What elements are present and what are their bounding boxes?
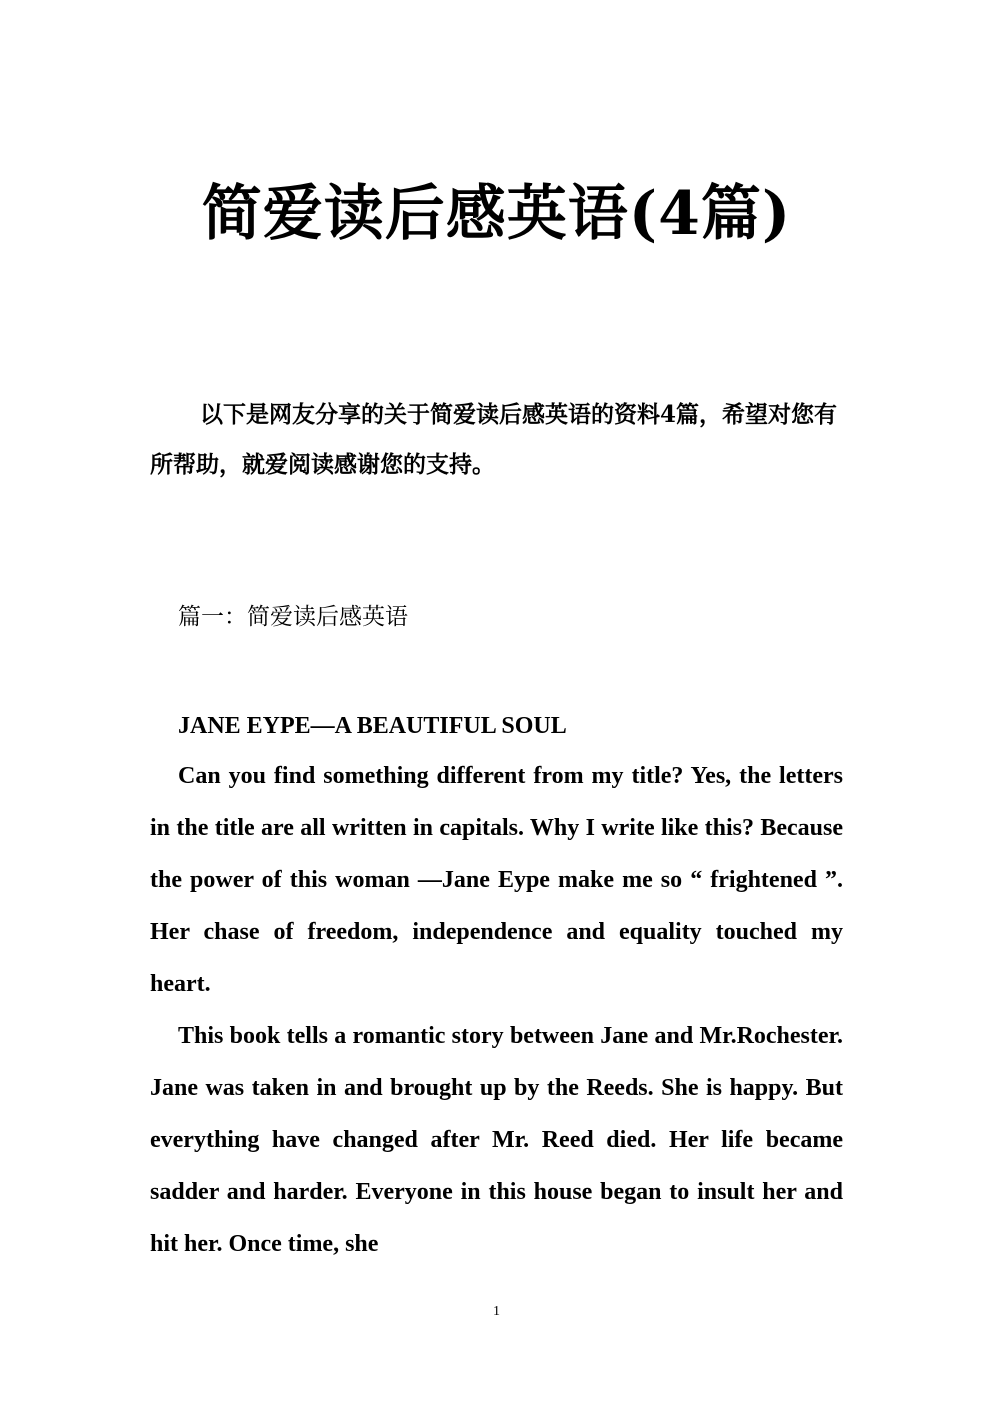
body-paragraph: This book tells a romantic story between Jane and Mr.Rochester. Jane was taken in and brought up by the Reeds. She is happy. But everything have changed after Mr. Reed died. Her life became sadder and harder. Everyone in this house began to insult her and hit her. Once time, she [150, 1023, 843, 1257]
body-paragraph: Can you find something different from my title? Yes, the letters in the title are all written in capitals. Why I write like this? Because the power of this woman —Jane Eype make me so “ frightened ”. Her chase of freedom, independence and equality touched my heart. [150, 763, 843, 997]
document-title: 简爱读后感英语(4篇) [201, 179, 792, 249]
intro-paragraph: 以下是网友分享的关于简爱读后感英语的资料4篇，希望对您有所帮助，就爱阅读感谢您的支持。 [150, 401, 838, 478]
essay-title: JANE EYPE—A BEAUTIFUL SOUL [178, 713, 567, 739]
page-number: 1 [493, 1304, 500, 1319]
section-heading: 篇一：简爱读后感英语 [178, 604, 408, 630]
